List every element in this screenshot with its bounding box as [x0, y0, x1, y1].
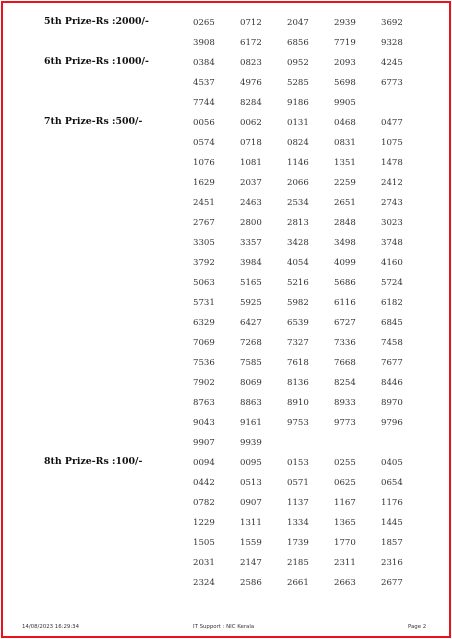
prize-section [0, 450, 452, 590]
ticket-number: 7336 [334, 338, 356, 348]
ticket-number: 7268 [240, 338, 262, 348]
ticket-number: 0782 [193, 498, 215, 508]
number-row [193, 370, 452, 390]
ticket-number: 9907 [193, 438, 215, 448]
ticket-number: 1629 [193, 178, 215, 188]
ticket-number: 4160 [381, 258, 403, 268]
ticket-number: 0625 [334, 478, 356, 488]
number-row [193, 410, 452, 430]
ticket-number: 2743 [381, 198, 403, 208]
ticket-number: 7744 [193, 98, 215, 108]
ticket-number: 9753 [287, 418, 309, 428]
ticket-number: 1478 [381, 158, 403, 168]
ticket-number: 2412 [381, 178, 403, 188]
prize-label: 6th Prize-Rs :1000/- [44, 56, 149, 67]
ticket-number: 7677 [381, 358, 403, 368]
ticket-number: 2451 [193, 198, 215, 208]
ticket-number: 0907 [240, 498, 262, 508]
ticket-number: 8910 [287, 398, 309, 408]
ticket-number: 1739 [287, 538, 309, 548]
ticket-number: 0384 [193, 58, 215, 68]
ticket-number: 2185 [287, 558, 309, 568]
ticket-number: 6172 [240, 38, 262, 48]
ticket-number: 9186 [287, 98, 309, 108]
ticket-number: 2047 [287, 18, 309, 28]
ticket-number: 8933 [334, 398, 356, 408]
ticket-number: 7719 [334, 38, 356, 48]
footer-support: IT Support : NIC Kerala [193, 624, 255, 630]
ticket-number: 6856 [287, 38, 309, 48]
page-footer [0, 621, 452, 635]
ticket-number: 0442 [193, 478, 215, 488]
ticket-number: 1559 [240, 538, 262, 548]
ticket-number: 9043 [193, 418, 215, 428]
ticket-number: 2848 [334, 218, 356, 228]
ticket-number: 5731 [193, 298, 215, 308]
ticket-number: 7618 [287, 358, 309, 368]
ticket-number: 2031 [193, 558, 215, 568]
number-row [193, 130, 452, 150]
number-row [193, 270, 452, 290]
prize-section [0, 50, 452, 110]
ticket-number: 2813 [287, 218, 309, 228]
ticket-number: 6773 [381, 78, 403, 88]
ticket-number: 5285 [287, 78, 309, 88]
prize-label: 5th Prize-Rs :2000/- [44, 16, 149, 27]
number-row [193, 290, 452, 310]
ticket-number: 0824 [287, 138, 309, 148]
ticket-number: 3908 [193, 38, 215, 48]
ticket-number: 1167 [334, 498, 356, 508]
ticket-number: 1365 [334, 518, 356, 528]
number-row [193, 430, 452, 450]
ticket-number: 6116 [334, 298, 356, 308]
number-row [193, 490, 452, 510]
ticket-number: 5982 [287, 298, 309, 308]
ticket-number: 0255 [334, 458, 356, 468]
ticket-number: 7458 [381, 338, 403, 348]
ticket-number: 4976 [240, 78, 262, 88]
ticket-number: 9905 [334, 98, 356, 108]
number-row [193, 390, 452, 410]
number-row [193, 110, 452, 130]
number-row [193, 70, 452, 90]
number-row [193, 30, 452, 50]
ticket-number: 4245 [381, 58, 403, 68]
number-row [193, 570, 452, 590]
ticket-number: 1857 [381, 538, 403, 548]
ticket-number: 5063 [193, 278, 215, 288]
ticket-number: 5216 [287, 278, 309, 288]
ticket-number: 2066 [287, 178, 309, 188]
ticket-number: 2147 [240, 558, 262, 568]
winning-numbers [193, 110, 452, 450]
ticket-number: 0712 [240, 18, 262, 28]
ticket-number: 9796 [381, 418, 403, 428]
ticket-number: 6329 [193, 318, 215, 328]
ticket-number: 1137 [287, 498, 309, 508]
ticket-number: 8763 [193, 398, 215, 408]
ticket-number: 4099 [334, 258, 356, 268]
ticket-number: 0574 [193, 138, 215, 148]
ticket-number: 8970 [381, 398, 403, 408]
number-row [193, 530, 452, 550]
number-row [193, 250, 452, 270]
ticket-number: 0056 [193, 118, 215, 128]
ticket-number: 1351 [334, 158, 356, 168]
ticket-number: 5165 [240, 278, 262, 288]
number-row [193, 330, 452, 350]
ticket-number: 5686 [334, 278, 356, 288]
ticket-number: 0831 [334, 138, 356, 148]
ticket-number: 1311 [240, 518, 262, 528]
ticket-number: 8446 [381, 378, 403, 388]
ticket-number: 2767 [193, 218, 215, 228]
footer-page-number: Page 2 [408, 624, 427, 630]
ticket-number: 2311 [334, 558, 356, 568]
ticket-number: 0952 [287, 58, 309, 68]
ticket-number: 7069 [193, 338, 215, 348]
ticket-number: 6182 [381, 298, 403, 308]
number-row [193, 210, 452, 230]
ticket-number: 1076 [193, 158, 215, 168]
winning-numbers [193, 50, 452, 110]
ticket-number: 1081 [240, 158, 262, 168]
ticket-number: 0468 [334, 118, 356, 128]
ticket-number: 0131 [287, 118, 309, 128]
ticket-number: 4537 [193, 78, 215, 88]
number-row [193, 90, 452, 110]
number-row [193, 310, 452, 330]
ticket-number: 5724 [381, 278, 403, 288]
prize-label: 8th Prize-Rs :100/- [44, 456, 143, 467]
ticket-number: 2663 [334, 578, 356, 588]
ticket-number: 6727 [334, 318, 356, 328]
prize-section [0, 10, 452, 50]
number-row [193, 550, 452, 570]
ticket-number: 3428 [287, 238, 309, 248]
ticket-number: 2324 [193, 578, 215, 588]
ticket-number: 9939 [240, 438, 262, 448]
ticket-number: 9328 [381, 38, 403, 48]
ticket-number: 7327 [287, 338, 309, 348]
ticket-number: 8254 [334, 378, 356, 388]
ticket-number: 2534 [287, 198, 309, 208]
ticket-number: 1334 [287, 518, 309, 528]
number-row [193, 230, 452, 250]
winning-numbers [193, 10, 452, 50]
ticket-number: 8284 [240, 98, 262, 108]
ticket-number: 6539 [287, 318, 309, 328]
ticket-number: 1075 [381, 138, 403, 148]
prize-section [0, 110, 452, 450]
ticket-number: 3792 [193, 258, 215, 268]
ticket-number: 0571 [287, 478, 309, 488]
number-row [193, 190, 452, 210]
number-row [193, 350, 452, 370]
ticket-number: 0265 [193, 18, 215, 28]
ticket-number: 2037 [240, 178, 262, 188]
ticket-number: 2651 [334, 198, 356, 208]
ticket-number: 7536 [193, 358, 215, 368]
ticket-number: 7585 [240, 358, 262, 368]
ticket-number: 0405 [381, 458, 403, 468]
number-row [193, 510, 452, 530]
ticket-number: 1505 [193, 538, 215, 548]
ticket-number: 8136 [287, 378, 309, 388]
prize-label: 7th Prize-Rs :500/- [44, 116, 143, 127]
ticket-number: 0095 [240, 458, 262, 468]
ticket-number: 0062 [240, 118, 262, 128]
ticket-number: 5698 [334, 78, 356, 88]
number-row [193, 470, 452, 490]
ticket-number: 7668 [334, 358, 356, 368]
ticket-number: 4054 [287, 258, 309, 268]
ticket-number: 3498 [334, 238, 356, 248]
ticket-number: 6845 [381, 318, 403, 328]
ticket-number: 1445 [381, 518, 403, 528]
ticket-number: 8863 [240, 398, 262, 408]
ticket-number: 0513 [240, 478, 262, 488]
ticket-number: 8069 [240, 378, 262, 388]
ticket-number: 0823 [240, 58, 262, 68]
winning-numbers [193, 450, 452, 590]
ticket-number: 7902 [193, 378, 215, 388]
ticket-number: 2259 [334, 178, 356, 188]
ticket-number: 2093 [334, 58, 356, 68]
number-row [193, 50, 452, 70]
prize-sections [0, 10, 452, 590]
ticket-number: 2800 [240, 218, 262, 228]
ticket-number: 3692 [381, 18, 403, 28]
ticket-number: 6427 [240, 318, 262, 328]
ticket-number: 2463 [240, 198, 262, 208]
ticket-number: 3748 [381, 238, 403, 248]
ticket-number: 5925 [240, 298, 262, 308]
ticket-number: 9773 [334, 418, 356, 428]
ticket-number: 0718 [240, 138, 262, 148]
ticket-number: 2677 [381, 578, 403, 588]
ticket-number: 0654 [381, 478, 403, 488]
number-row [193, 170, 452, 190]
ticket-number: 9161 [240, 418, 262, 428]
number-row [193, 450, 452, 470]
number-row [193, 10, 452, 30]
ticket-number: 3305 [193, 238, 215, 248]
ticket-number: 2586 [240, 578, 262, 588]
ticket-number: 2661 [287, 578, 309, 588]
ticket-number: 0094 [193, 458, 215, 468]
ticket-number: 0153 [287, 458, 309, 468]
ticket-number: 2316 [381, 558, 403, 568]
ticket-number: 2939 [334, 18, 356, 28]
ticket-number: 1146 [287, 158, 309, 168]
ticket-number: 0477 [381, 118, 403, 128]
ticket-number: 3984 [240, 258, 262, 268]
ticket-number: 1229 [193, 518, 215, 528]
ticket-number: 1176 [381, 498, 403, 508]
number-row [193, 150, 452, 170]
ticket-number: 1770 [334, 538, 356, 548]
ticket-number: 3023 [381, 218, 403, 228]
footer-timestamp: 14/08/2023 16:29:34 [22, 624, 79, 630]
ticket-number: 3357 [240, 238, 262, 248]
